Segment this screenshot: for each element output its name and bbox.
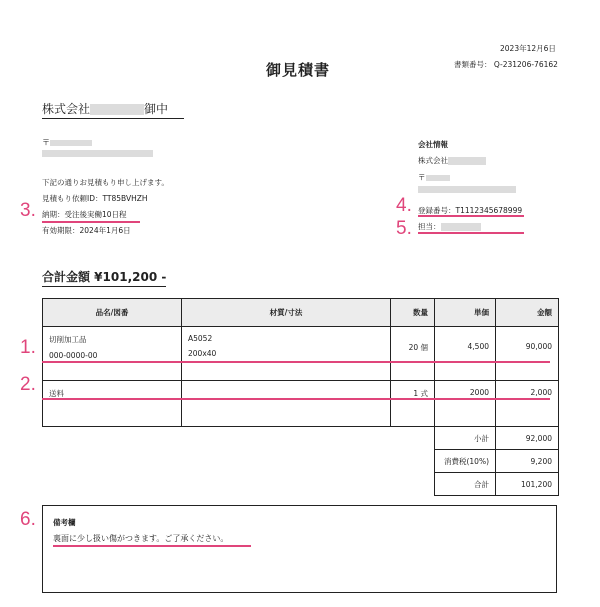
registration-highlight-line [418, 215, 524, 217]
marker-4: 4. [396, 195, 412, 216]
customer-prefix: 株式会社 [42, 102, 91, 116]
item-name: 切削加工品 [49, 335, 87, 344]
item-name-cell [43, 327, 182, 381]
items-table [42, 298, 559, 496]
document-number [454, 59, 558, 70]
redacted-company-address [418, 186, 516, 193]
grand-total-label: 合計 [435, 473, 496, 496]
table-header-row [43, 299, 559, 327]
delivery-highlight-line [42, 221, 140, 223]
tax-label: 消費税(10%) [435, 450, 496, 473]
redacted-company-postal [426, 175, 450, 181]
subtotal-value: 92,000 [496, 427, 559, 450]
customer-suffix: 御中 [144, 102, 169, 116]
item-material-cell [182, 327, 391, 381]
column-header: 材質/寸法 [182, 299, 391, 327]
marker-1: 1. [20, 337, 36, 358]
item-quantity: 1 式 [391, 381, 435, 427]
tax-row [43, 450, 559, 473]
redacted-postal-code [50, 140, 92, 146]
row1-highlight-line [42, 361, 550, 363]
remarks-highlight-line [53, 545, 251, 547]
item-material: A5052 [188, 334, 213, 343]
column-header: 単価 [435, 299, 496, 327]
item-drawing-no: 000-0000-00 [49, 351, 98, 360]
greeting-text: 下記の通りお見積もり申し上げます。 [42, 178, 169, 187]
item-unit-price: 2000 [435, 381, 496, 427]
redacted-address [42, 150, 153, 157]
redacted-contact-name [441, 223, 481, 231]
item-amount: 90,000 [496, 327, 559, 381]
item-quantity: 20 個 [391, 327, 435, 381]
grand-total-row [43, 473, 559, 496]
company-info-heading: 会社情報 [418, 140, 448, 149]
remarks-heading: 備考欄 [53, 518, 76, 527]
redacted-company-name [448, 157, 486, 165]
item-amount: 2,000 [496, 381, 559, 427]
total-amount-heading: 合計金額 ¥101,200 - [42, 268, 166, 287]
column-header: 数量 [391, 299, 435, 327]
column-header: 品名/図番 [43, 299, 182, 327]
item-size: 200x40 [188, 349, 217, 358]
remarks-text: 裏面に少し扱い傷がつきます。ご了承ください。 [53, 534, 229, 543]
request-id: 見積もり依頼ID：TT85BVHZH [42, 194, 148, 203]
row2-highlight-line [42, 398, 550, 400]
subtotal-label: 小計 [435, 427, 496, 450]
company-postal-mark: 〒 [418, 173, 426, 182]
tax-value: 9,200 [496, 450, 559, 473]
marker-6: 6. [20, 509, 36, 530]
company-postal [418, 172, 450, 183]
table-row [43, 327, 559, 381]
table-row [43, 381, 559, 427]
contact-label: 担当： [418, 222, 441, 231]
marker-3: 3. [20, 200, 36, 221]
contact-highlight-line [418, 232, 524, 234]
customer-address [42, 137, 92, 148]
redacted-customer-name [90, 104, 144, 115]
delivery-term: 納期：受注後実働10日程 [42, 210, 127, 219]
contact-person [418, 221, 481, 232]
registration-number: 登録番号：T1112345678999 [418, 206, 523, 215]
validity-date: 有効期限：2024年1月6日 [42, 226, 131, 235]
customer-name [42, 100, 184, 119]
company-name [418, 155, 486, 166]
item-material [182, 381, 391, 427]
marker-2: 2. [20, 374, 36, 395]
column-header: 金額 [496, 299, 559, 327]
company-name-prefix: 株式会社 [418, 156, 448, 165]
item-name: 送料 [43, 381, 182, 427]
subtotal-row [43, 427, 559, 450]
marker-5: 5. [396, 218, 412, 239]
document-number-label: 書類番号： [454, 60, 492, 69]
remarks-box [42, 505, 557, 593]
grand-total-value: 101,200 [496, 473, 559, 496]
item-unit-price: 4,500 [435, 327, 496, 381]
postal-mark: 〒 [42, 138, 50, 147]
page-title: 御見積書 [266, 61, 331, 79]
issue-date: 2023年12月6日 [500, 44, 556, 53]
document-number-value: Q-231206-76162 [493, 60, 558, 69]
